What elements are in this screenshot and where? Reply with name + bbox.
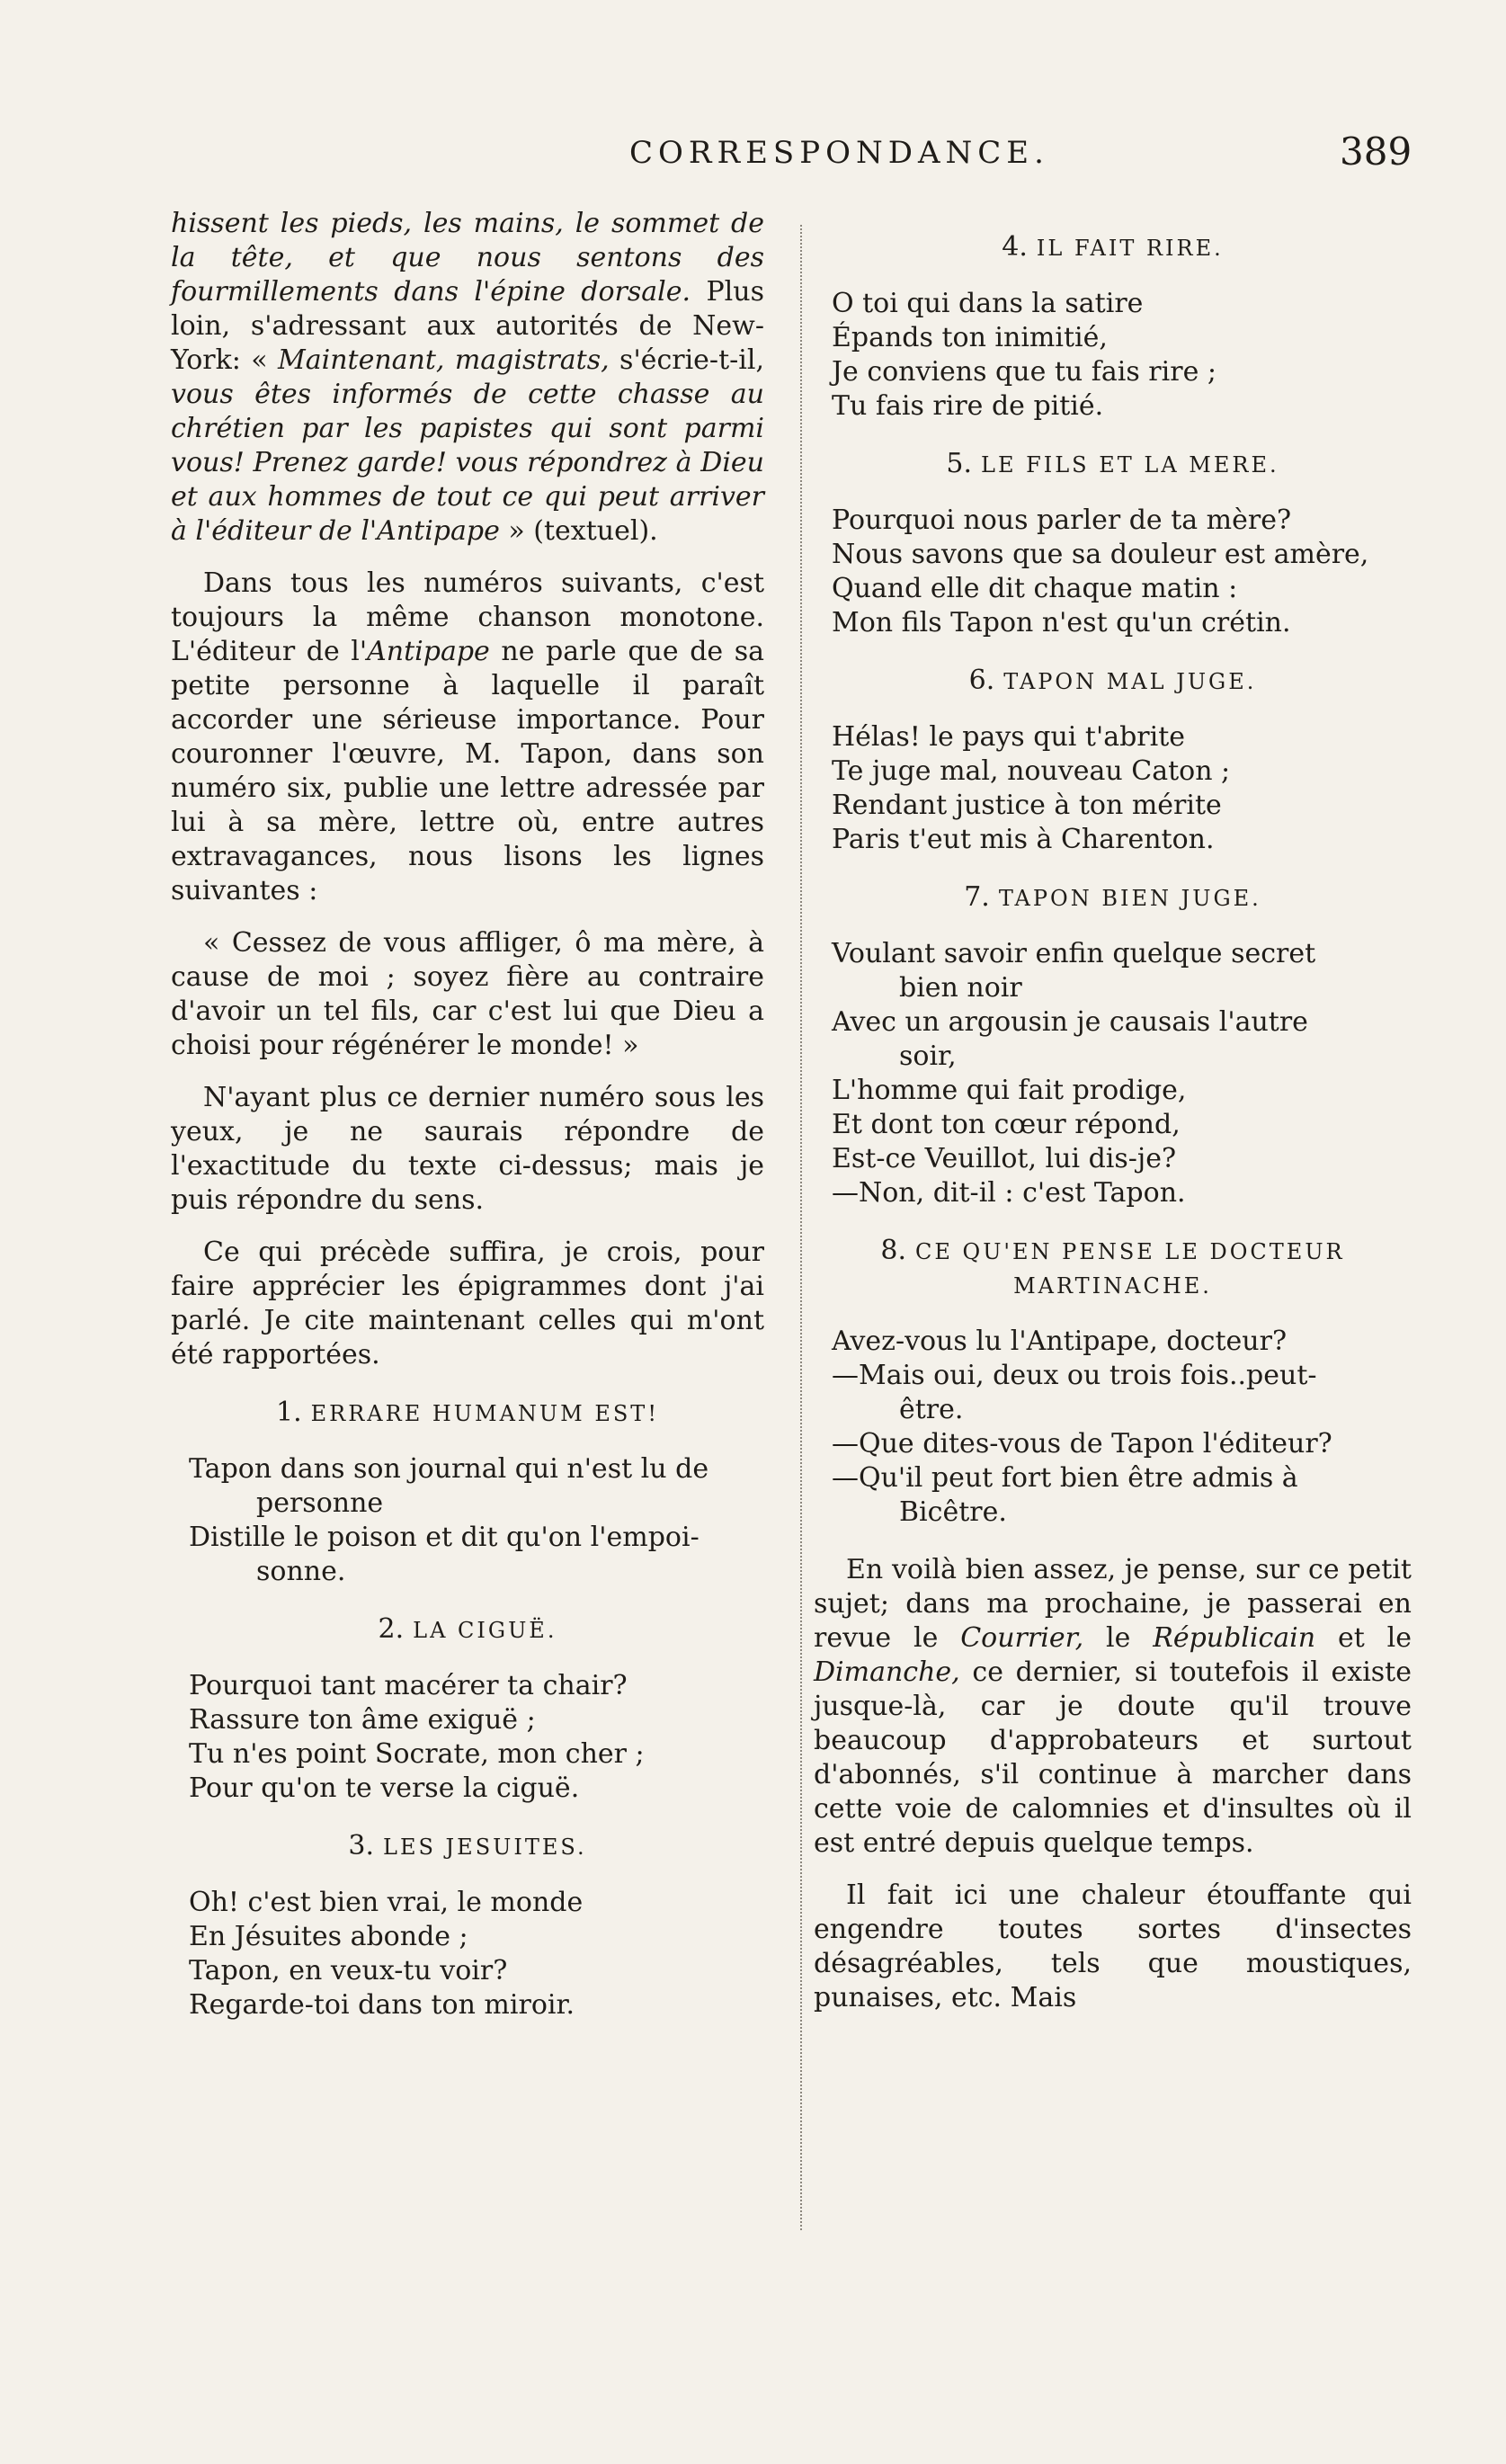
verse-line: —Que dites-vous de Tapon l'éditeur? [832, 1428, 1332, 1460]
verse-line: Mon fils Tapon n'est qu'un crétin. [832, 607, 1291, 638]
poem-title [814, 1234, 1412, 1303]
paragraph [171, 207, 764, 549]
poem-title-text: TAPON BIEN JUGE. [998, 886, 1261, 911]
poem-title-text: CE QU'EN PENSE LE DOCTEUR MARTINACHE. [915, 1239, 1345, 1299]
text: et le [1315, 1622, 1412, 1654]
poem [171, 1396, 764, 1589]
verse-line: Quand elle dit chaque matin : [832, 573, 1238, 604]
poem-title [814, 230, 1412, 265]
poem-number: 8. [880, 1235, 906, 1266]
left-column [171, 207, 764, 2046]
text: ne parle que de sa petite personne à laquelle il paraît accorder une sérieuse importance. Pour couronner l'œuvre, M. Tapon, dans son numéro six, publie une lettre adressée par lui à sa mère, lettre où, entre autres extravagances, nous lisons les lignes suivantes : [171, 636, 764, 906]
poem-title [171, 1396, 764, 1431]
page-header [0, 126, 1506, 189]
text: En voilà bien assez, je pense, sur ce petit sujet; dans ma prochaine, je passerai en revue le [814, 1554, 1412, 1654]
verse-line: Épands ton inimitié, [832, 322, 1108, 353]
italic-text: hissent les pieds, les mains, le sommet de la tête, et que nous sentons des fourmillements dans l'épine dorsale. [171, 208, 764, 308]
poem-title [814, 664, 1412, 699]
italic-text: Maintenant, magistrats, [278, 344, 610, 376]
paragraph: N'ayant plus ce dernier numéro sous les yeux, je ne saurais répondre de l'exactitude du texte ci-dessus; mais je puis répondre du sens. [171, 1082, 764, 1216]
poem-number: 2. [378, 1613, 405, 1645]
italic-text: Dimanche, [814, 1656, 960, 1688]
poem [814, 230, 1412, 424]
italic-text: Antipape [367, 636, 490, 667]
text: Plus loin, s'adressant aux autorités de New-York: « [171, 276, 764, 376]
verse-line: Tu n'es point Socrate, mon cher ; [189, 1738, 645, 1770]
poem [814, 1234, 1412, 1530]
paragraph [814, 1553, 1412, 1861]
poem-number: 6. [968, 665, 995, 696]
verse-line: Avez-vous lu l'Antipape, docteur? [832, 1326, 1288, 1357]
verse-line: Est-ce Veuillot, lui dis-je? [832, 1143, 1177, 1174]
verse-line: En Jésuites abonde ; [189, 1921, 468, 1952]
verse-line: Bicêtre. [899, 1496, 1007, 1528]
poem-title [171, 1612, 764, 1647]
paragraph: Ce qui précède suffira, je crois, pour faire apprécier les épigrammes dont j'ai parlé. Je cite maintenant celles qui m'ont été rapportées. [171, 1236, 764, 1370]
poem-title-text: TAPON MAL JUGE. [1003, 669, 1257, 694]
right-column [814, 207, 1412, 2033]
paragraph [171, 567, 764, 908]
poem-title [171, 1829, 764, 1864]
verse-line: Nous savons que sa douleur est amère, [832, 539, 1369, 570]
verse-line: Avec un argousin je causais l'autre [832, 1006, 1308, 1038]
poem-list [814, 230, 1412, 1530]
verse-line: bien noir [899, 972, 1022, 1004]
column-divider [800, 225, 802, 2230]
paragraph: « Cessez de vous affliger, ô ma mère, à cause de moi ; soyez fière au contraire d'avoir un tel fils, car c'est lui que Dieu a choisi pour régénérer le monde! » [171, 927, 764, 1061]
verse-line: personne [256, 1487, 384, 1519]
verse-line: —Mais oui, deux ou trois fois..peut- [832, 1360, 1317, 1391]
poem-list [171, 1396, 764, 2022]
text: » (textuel). [499, 515, 658, 547]
verse-line: Hélas! le pays qui t'abrite [832, 721, 1186, 753]
poem-title-text: IL FAIT RIRE. [1036, 236, 1224, 261]
verse-line: Paris t'eut mis à Charenton. [832, 824, 1215, 855]
poem [814, 664, 1412, 857]
verse-line: Pour qu'on te verse la ciguë. [189, 1772, 580, 1804]
poem-title-text: LA CIGUË. [413, 1618, 557, 1643]
paragraph: Il fait ici une chaleur étouffante qui engendre toutes sortes d'insectes désagréables, tels que moustiques, punaises, etc. Mais [814, 1879, 1412, 2013]
verse-line: Pourquoi nous parler de ta mère? [832, 504, 1292, 536]
verse-line: Te juge mal, nouveau Caton ; [832, 755, 1231, 787]
verse-line: Pourquoi tant macérer ta chair? [189, 1670, 628, 1701]
italic-text: vous êtes informés de cette chasse au chrétien par les papistes qui sont parmi vous! Prenez garde! vous répondrez à Dieu et aux hommes de tout ce qui peut arriver à l'éditeur de l'Antipape [171, 379, 764, 547]
poem-title-text: LE FILS ET LA MERE. [981, 452, 1279, 478]
verse-line: Et dont ton cœur répond, [832, 1109, 1181, 1140]
poem-number: 7. [964, 881, 990, 913]
verse-line: Regarde-toi dans ton miroir. [189, 1989, 575, 2021]
italic-text: Courrier, [960, 1622, 1084, 1654]
verse-line: Voulant savoir enfin quelque secret [832, 938, 1316, 969]
verse-line: être. [899, 1394, 964, 1425]
poem-title [814, 447, 1412, 482]
page-number: 389 [1340, 129, 1412, 174]
text: s'écrie-t-il, [609, 344, 764, 376]
verse-line: soir, [899, 1040, 957, 1072]
poem-number: 3. [348, 1830, 375, 1861]
poem-number: 1. [276, 1397, 302, 1428]
verse-line: Rassure ton âme exiguë ; [189, 1704, 536, 1736]
verse-line: Oh! c'est bien vrai, le monde [189, 1887, 584, 1918]
verse-line: —Qu'il peut fort bien être admis à [832, 1462, 1298, 1494]
verse-line: sonne. [256, 1556, 346, 1587]
verse-line: Tapon, en veux-tu voir? [189, 1955, 508, 1986]
italic-text: Républicain [1153, 1622, 1316, 1654]
text: le [1083, 1622, 1154, 1654]
verse-line: Distille le poison et dit qu'on l'empoi- [189, 1522, 700, 1553]
verse-line: Rendant justice à ton mérite [832, 790, 1222, 821]
poem [814, 880, 1412, 1210]
verse-line: —Non, dit-il : c'est Tapon. [832, 1177, 1186, 1209]
verse-line: Tapon dans son journal qui n'est lu de [189, 1453, 709, 1485]
text: ce dernier, si toutefois il existe jusque-là, car je doute qu'il trouve beaucoup d'approbateurs et surtout d'abonnés, s'il continue à marcher dans cette voie de calomnies et d'insultes où il est entré depuis quelque temps. [814, 1656, 1412, 1859]
text: Dans tous les numéros suivants, c'est toujours la même chanson monotone. L'éditeur de l' [171, 567, 764, 667]
poem [814, 447, 1412, 640]
verse-line: Je conviens que tu fais rire ; [832, 356, 1216, 388]
poem-number: 4. [1002, 231, 1028, 263]
poem-title-text: LES JESUITES. [383, 1835, 587, 1860]
poem-title-text: ERRARE HUMANUM EST! [310, 1401, 659, 1426]
poem-number: 5. [946, 448, 973, 479]
poem [171, 1612, 764, 1806]
verse-line: L'homme qui fait prodige, [832, 1075, 1187, 1106]
verse-line: Tu fais rire de pitié. [832, 390, 1104, 422]
verse-line: O toi qui dans la satire [832, 288, 1144, 319]
running-head: CORRESPONDANCE. [629, 135, 1049, 171]
poem [171, 1829, 764, 2022]
poem-title [814, 880, 1412, 915]
